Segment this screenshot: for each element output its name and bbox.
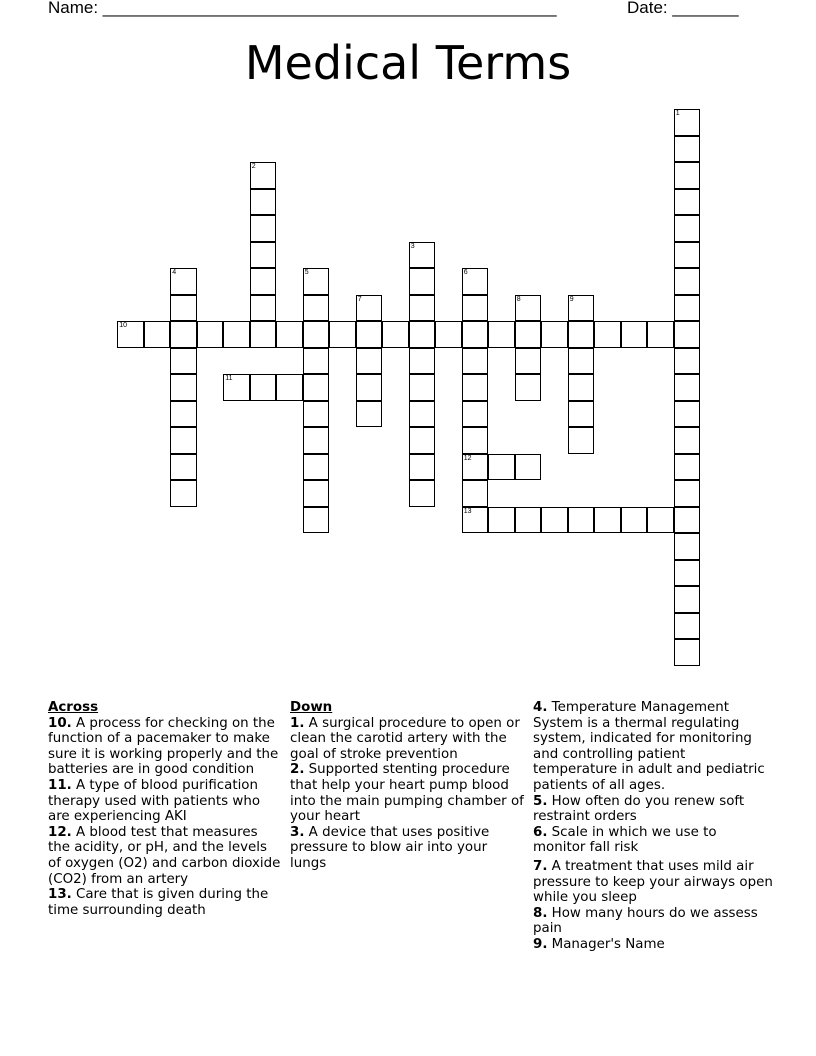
- grid-cell[interactable]: [276, 374, 303, 401]
- grid-cell[interactable]: [303, 374, 330, 401]
- cell-number: 10: [119, 322, 128, 330]
- clue-number: 8.: [533, 905, 548, 921]
- grid-cell[interactable]: [382, 321, 409, 348]
- down-clues-continued: [533, 700, 773, 953]
- clue-down-7: [533, 859, 773, 906]
- clue-down-1: [290, 716, 525, 763]
- grid-cell[interactable]: [170, 480, 197, 507]
- grid-cell[interactable]: [409, 268, 436, 295]
- grid-cell[interactable]: [435, 321, 462, 348]
- grid-cell[interactable]: [674, 639, 701, 666]
- grid-cell[interactable]: [462, 427, 489, 454]
- cell-number: 12: [463, 454, 472, 462]
- grid-cell[interactable]: [674, 454, 701, 481]
- grid-cell[interactable]: [250, 162, 277, 189]
- clue-number: 12.: [48, 824, 72, 840]
- grid-cell[interactable]: [462, 295, 489, 322]
- grid-cell[interactable]: [303, 480, 330, 507]
- grid-cell[interactable]: [462, 321, 489, 348]
- grid-cell[interactable]: [329, 321, 356, 348]
- grid-cell[interactable]: [409, 401, 436, 428]
- grid-cell[interactable]: [462, 507, 489, 534]
- clue-text: A process for checking on the function of a pacemaker to make sure it is working properly and the batteries are in good condition: [48, 715, 279, 778]
- cell-number: 11: [225, 375, 233, 383]
- clue-number: 5.: [533, 793, 548, 809]
- clue-text: A treatment that uses mild air pressure to keep your airways open while you sleep: [533, 858, 773, 906]
- grid-cell[interactable]: [621, 321, 648, 348]
- grid-cell[interactable]: [170, 348, 197, 375]
- grid-cell[interactable]: [117, 321, 144, 348]
- grid-cell[interactable]: [144, 321, 171, 348]
- across-heading: Across: [48, 700, 99, 715]
- grid-cell[interactable]: [674, 348, 701, 375]
- grid-cell[interactable]: [409, 480, 436, 507]
- clue-down-9: [533, 937, 773, 953]
- grid-cell[interactable]: [594, 507, 621, 534]
- cell-number: 2: [251, 163, 256, 171]
- grid-cell[interactable]: [409, 321, 436, 348]
- cell-number: 9: [569, 295, 574, 303]
- grid-cell[interactable]: [303, 295, 330, 322]
- clue-down-4: [533, 700, 773, 794]
- cell-number: 8: [516, 295, 521, 303]
- clue-across-11: [48, 778, 283, 825]
- grid-cell[interactable]: [462, 480, 489, 507]
- grid-cell[interactable]: [594, 321, 621, 348]
- clue-text: How many hours do we assess pain: [533, 905, 758, 937]
- grid-cell[interactable]: [356, 374, 383, 401]
- grid-cell[interactable]: [568, 374, 595, 401]
- clue-text: Temperature Management System is a thermal regulating system, indicated for monitoring and controlling patient temperature in adult and pediatric patients of all ages.: [533, 700, 765, 793]
- grid-cell[interactable]: [674, 427, 701, 454]
- grid-cell[interactable]: [409, 242, 436, 269]
- cell-number: 5: [304, 269, 309, 277]
- grid-cell[interactable]: [674, 136, 701, 163]
- clue-text: How often do you renew soft restraint orders: [533, 793, 745, 825]
- clue-text: Scale in which we use to monitor fall risk: [533, 824, 717, 856]
- grid-cell[interactable]: [170, 401, 197, 428]
- clue-text: Manager's Name: [551, 936, 665, 952]
- clue-text: Supported stenting procedure that help your heart pump blood into the main pumping chamber of your heart: [290, 762, 524, 825]
- grid-cell[interactable]: [170, 454, 197, 481]
- cell-number: 13: [463, 507, 472, 515]
- clue-down-3: [290, 825, 525, 872]
- grid-cell[interactable]: [568, 401, 595, 428]
- grid-cell[interactable]: [250, 242, 277, 269]
- cell-number: 1: [675, 110, 680, 118]
- grid-cell[interactable]: [462, 348, 489, 375]
- clue-across-10: [48, 716, 283, 778]
- clue-across-12: [48, 825, 283, 887]
- grid-cell[interactable]: [621, 507, 648, 534]
- grid-cell[interactable]: [647, 321, 674, 348]
- grid-cell[interactable]: [303, 348, 330, 375]
- grid-cell[interactable]: [170, 374, 197, 401]
- grid-cell[interactable]: [674, 321, 701, 348]
- grid-cell[interactable]: [170, 268, 197, 295]
- clue-down-6: [533, 825, 773, 856]
- grid-cell[interactable]: [276, 321, 303, 348]
- clue-number: 13.: [48, 887, 72, 903]
- page-title: Medical Terms: [244, 36, 572, 90]
- grid-cell[interactable]: [674, 215, 701, 242]
- name-field: Name: ________________________________________________: [48, 0, 557, 17]
- clue-text: Care that is given during the time surrounding death: [48, 887, 269, 918]
- grid-cell[interactable]: [674, 268, 701, 295]
- cell-number: 7: [357, 295, 362, 303]
- clue-number: 11.: [48, 777, 72, 793]
- down-clues: [290, 700, 525, 872]
- clue-text: A blood test that measures the acidity, or pH, and the levels of oxygen (O2) and carbon dioxide (CO2) from an artery: [48, 824, 281, 887]
- grid-cell[interactable]: [568, 427, 595, 454]
- grid-cell[interactable]: [541, 321, 568, 348]
- clue-number: 9.: [533, 936, 548, 952]
- clue-number: 2.: [290, 762, 305, 778]
- grid-cell[interactable]: [568, 321, 595, 348]
- clue-down-8: [533, 906, 773, 937]
- clue-number: 7.: [533, 858, 548, 874]
- clue-number: 4.: [533, 700, 548, 715]
- clue-down-5: [533, 794, 773, 825]
- grid-cell[interactable]: [303, 454, 330, 481]
- grid-cell[interactable]: [674, 533, 701, 560]
- grid-cell[interactable]: [674, 480, 701, 507]
- grid-cell[interactable]: [462, 454, 489, 481]
- grid-cell[interactable]: [250, 189, 277, 216]
- grid-cell[interactable]: [515, 374, 542, 401]
- cell-number: 3: [410, 242, 415, 250]
- grid-cell[interactable]: [515, 295, 542, 322]
- grid-cell[interactable]: [462, 401, 489, 428]
- grid-cell[interactable]: [515, 507, 542, 534]
- grid-cell[interactable]: [674, 189, 701, 216]
- grid-cell[interactable]: [488, 454, 515, 481]
- grid-cell[interactable]: [674, 401, 701, 428]
- clue-number: 6.: [533, 824, 548, 840]
- down-heading: Down: [290, 700, 333, 715]
- grid-cell[interactable]: [303, 401, 330, 428]
- grid-cell[interactable]: [197, 321, 224, 348]
- grid-cell[interactable]: [303, 507, 330, 534]
- clue-text: A surgical procedure to open or clean the carotid artery with the goal of stroke prevention: [290, 715, 520, 762]
- grid-cell[interactable]: [647, 507, 674, 534]
- clue-down-2: [290, 762, 525, 824]
- grid-cell[interactable]: [303, 268, 330, 295]
- grid-cell[interactable]: [409, 295, 436, 322]
- grid-cell[interactable]: [568, 348, 595, 375]
- clue-number: 3.: [290, 824, 305, 840]
- grid-cell[interactable]: [409, 348, 436, 375]
- grid-cell[interactable]: [674, 507, 701, 534]
- grid-cell[interactable]: [356, 321, 383, 348]
- grid-cell[interactable]: [541, 507, 568, 534]
- grid-cell[interactable]: [170, 427, 197, 454]
- grid-cell[interactable]: [170, 295, 197, 322]
- grid-cell[interactable]: [674, 109, 701, 136]
- grid-cell[interactable]: [462, 374, 489, 401]
- grid-cell[interactable]: [674, 374, 701, 401]
- clue-text: A type of blood purification therapy used with patients who are experiencing AKI: [48, 777, 261, 825]
- grid-cell[interactable]: [250, 374, 277, 401]
- grid-cell[interactable]: [250, 215, 277, 242]
- grid-cell[interactable]: [568, 507, 595, 534]
- cell-number: 4: [172, 269, 177, 277]
- grid-cell[interactable]: [250, 268, 277, 295]
- grid-cell[interactable]: [170, 321, 197, 348]
- grid-cell[interactable]: [356, 295, 383, 322]
- grid-cell[interactable]: [674, 295, 701, 322]
- clue-text: A device that uses positive pressure to blow air into your lungs: [290, 824, 490, 871]
- grid-cell[interactable]: [515, 321, 542, 348]
- grid-cell[interactable]: [409, 427, 436, 454]
- clue-number: 1.: [290, 715, 305, 731]
- grid-cell[interactable]: [303, 321, 330, 348]
- grid-cell[interactable]: [674, 613, 701, 640]
- grid-cell[interactable]: [356, 401, 383, 428]
- grid-cell[interactable]: [488, 507, 515, 534]
- grid-cell[interactable]: [409, 454, 436, 481]
- grid-cell[interactable]: [223, 321, 250, 348]
- across-clues: [48, 700, 283, 918]
- grid-cell[interactable]: [356, 348, 383, 375]
- clue-number: 10.: [48, 715, 72, 731]
- cell-number: 6: [463, 269, 468, 277]
- grid-cell[interactable]: [674, 586, 701, 613]
- date-field: Date: _______: [627, 0, 739, 17]
- grid-cell[interactable]: [674, 560, 701, 587]
- grid-cell[interactable]: [515, 454, 542, 481]
- grid-cell[interactable]: [568, 295, 595, 322]
- grid-cell[interactable]: [409, 374, 436, 401]
- grid-cell[interactable]: [250, 295, 277, 322]
- grid-cell[interactable]: [462, 268, 489, 295]
- grid-cell[interactable]: [303, 427, 330, 454]
- grid-cell[interactable]: [223, 374, 250, 401]
- grid-cell[interactable]: [250, 321, 277, 348]
- grid-cell[interactable]: [674, 242, 701, 269]
- grid-cell[interactable]: [488, 321, 515, 348]
- grid-cell[interactable]: [515, 348, 542, 375]
- clue-across-13: [48, 887, 283, 918]
- grid-cell[interactable]: [674, 162, 701, 189]
